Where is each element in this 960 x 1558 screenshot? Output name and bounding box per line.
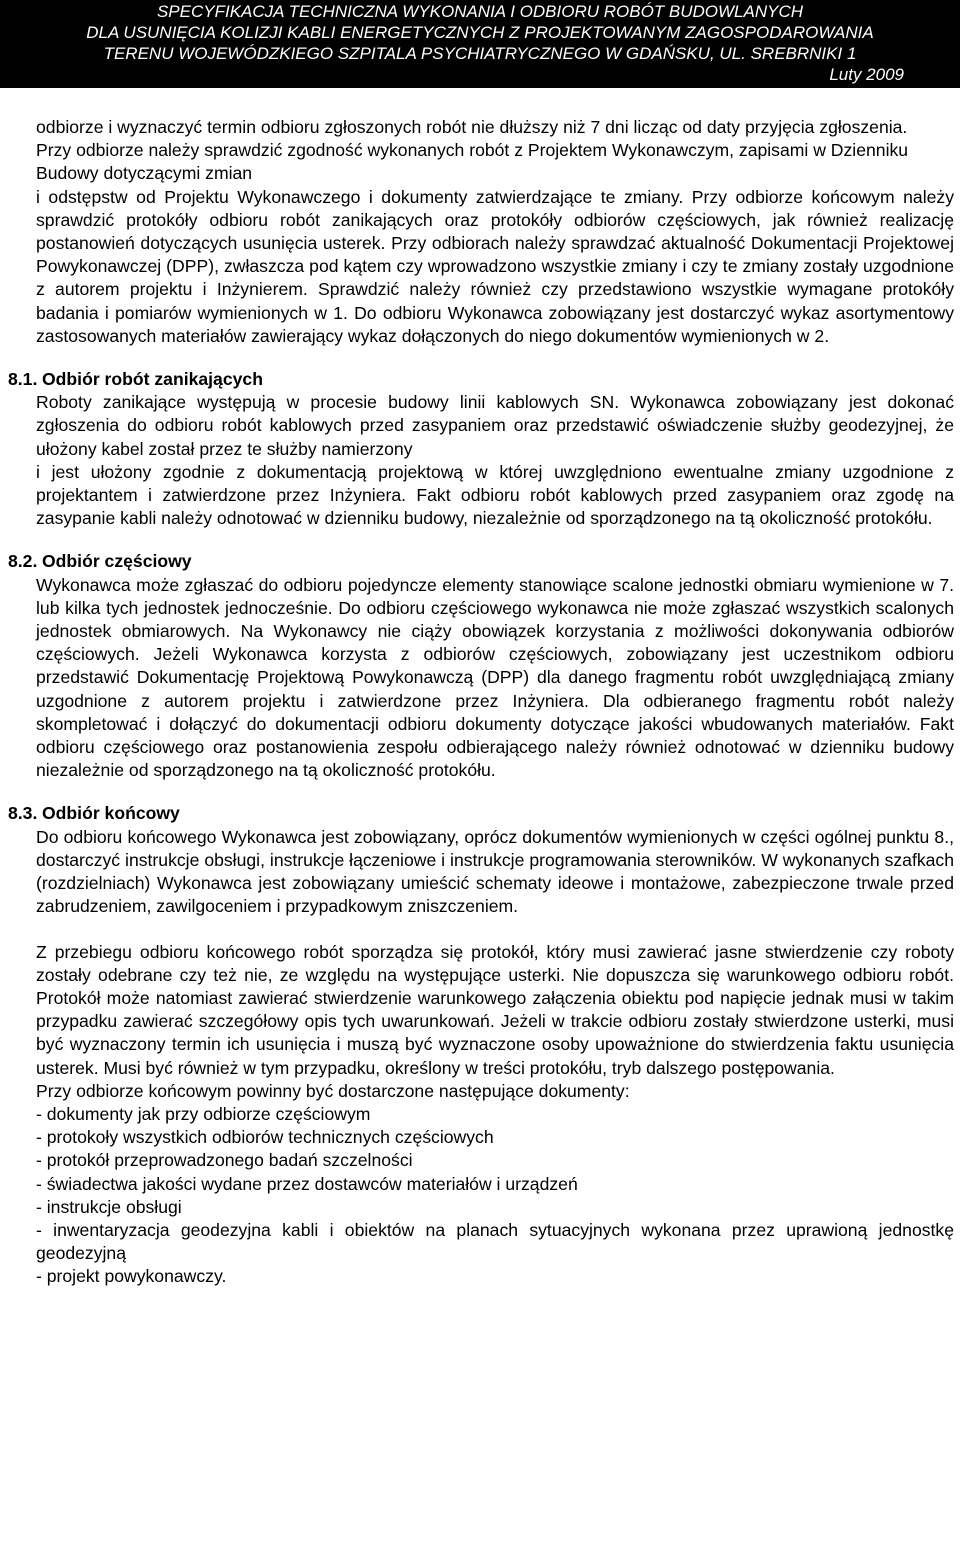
intro-paragraph-2a: Przy odbiorze należy sprawdzić zgodność wykonanych robót z Projektem Wykonawczym, zapisami w Dzienniku Budowy dotyczącymi zmian <box>36 140 909 184</box>
list-item: - protokoły wszystkich odbiorów technicznych częściowych <box>36 1127 494 1148</box>
list-item: - instrukcje obsługi <box>36 1196 182 1217</box>
list-item: - protokół przeprowadzonego badań szczelności <box>36 1150 413 1171</box>
header-title-line-1: SPECYFIKACJA TECHNICZNA WYKONANIA I ODBIORU ROBÓT BUDOWLANYCH <box>156 2 804 21</box>
intro-paragraph-1: odbiorze i wyznaczyć termin odbioru zgłoszonych robót nie dłuższy niż 7 dni licząc od daty przyjęcia zgłoszenia. <box>36 117 908 137</box>
header-title-line-3: TERENU WOJEWÓDZKIEGO SZPITALA PSYCHIATRYCZNEGO W GDAŃSKU, UL. SREBRNIKI 1 <box>103 44 857 63</box>
header-date: Luty 2009 <box>829 65 904 84</box>
required-documents-list <box>36 1103 954 1289</box>
section-number: 8.3. <box>8 803 38 824</box>
section-title: Odbiór robót zanikających <box>42 369 263 390</box>
list-item: - projekt powykonawczy. <box>36 1266 227 1287</box>
header-title-line-2: DLA USUNIĘCIA KOLIZJI KABLI ENERGETYCZNYCH Z PROJEKTOWANYM ZAGOSPODAROWANIA <box>86 23 874 42</box>
section-8-1-paragraph-a: Roboty zanikające występują w procesie budowy linii kablowych SN. Wykonawca zobowiązany jest dokonać zgłoszenia do odbioru robót kablowych przed zasypaniem oraz przedstawić oświadczenie służby geodezyjnej, że ułożony kabel został przez te służby namierzony <box>36 392 954 459</box>
section-8-1-heading <box>8 368 954 391</box>
section-8-3-paragraph-2: Z przebiegu odbioru końcowego robót sporządza się protokół, który musi zawierać jasne stwierdzenie czy roboty zostały odebrane czy też nie, ze względu na występujące usterki. Nie dopuszcza się warunkowego odbioru robót. Protokół może natomiast zawierać stwierdzenie warunkowego załączenia obiektu pod napięcie jednak musi w takim przypadku zawierać szczegółowy opis tych uwarunkowań. Jeżeli w trakcie odbioru zostały stwierdzone usterki, musi być wyznaczony termin ich usunięcia i muszą być wyznaczone osoby upoważnione do stwierdzenia faktu usunięcia usterek. Musi być również w tym przypadku, określony w treści protokółu, tryb dalszego postępowania. <box>36 941 954 1078</box>
section-8-3-heading <box>8 802 954 825</box>
section-8-1-paragraph-b: i jest ułożony zgodnie z dokumentacją projektową w której uwzględniono ewentualne zmiany uzgodnione z projektantem i zatwierdzone przez Inżyniera. Fakt odbioru robót kablowych przed zasypaniem oraz zgodę na zasypanie kabli należy odnotować w dzienniku budowy, niezależnie od sporządzonego na tą okoliczność protokółu. <box>36 461 954 529</box>
list-item: - świadectwa jakości wydane przez dostawców materiałów i urządzeń <box>36 1173 578 1194</box>
document-header <box>0 0 960 88</box>
intro-paragraph-2b: i odstępstw od Projektu Wykonawczego i dokumenty zatwierdzające te zmiany. Przy odbiorze końcowym należy sprawdzić protokóły odbioru robót zanikających oraz protokóły odbiorów częściowych, jak również realizację postanowień dotyczących usunięcia usterek. Przy odbiorach należy sprawdzać aktualność Dokumentacji Projektowej Powykonawczej (DPP), zwłaszcza pod kątem czy wprowadzono wszystkie zmiany i czy te zmiany zostały uzgodnione z autorem projektu i Inżynierem. Sprawdzić należy również czy przedstawiono wszystkie wymagane protokóły badania i pomiarów wymienionych w 1. Do odbioru Wykonawca zobowiązany jest dostarczyć wykaz asortymentowy zastosowanych materiałów zawierający wykaz dołączonych do niego dokumentów wymienionych w 2. <box>36 186 954 346</box>
section-number: 8.2. <box>8 551 38 572</box>
section-number: 8.1. <box>8 369 38 390</box>
list-item: - dokumenty jak przy odbiorze częściowym <box>36 1103 371 1124</box>
section-8-2-heading <box>8 550 954 573</box>
section-title: Odbiór końcowy <box>42 803 180 824</box>
section-title: Odbiór częściowy <box>42 551 192 572</box>
section-8-3-paragraph-1: Do odbioru końcowego Wykonawca jest zobowiązany, oprócz dokumentów wymienionych w części ogólnej punktu 8., dostarczyć instrukcje obsługi, instrukcje łączeniowe i instrukcje programowania sterowników. W wykonanych szafkach (rozdzielniach) Wykonawca jest zobowiązany umieścić schematy ideowe i montażowe, zabezpieczone trwale przed zabrudzeniem, zawilgoceniem i przypadkowym zniszczeniem. <box>36 826 954 917</box>
document-body <box>8 116 954 1289</box>
section-8-3-paragraph-3: Przy odbiorze końcowym powinny być dostarczone następujące dokumenty: <box>36 1080 630 1101</box>
list-item: - inwentaryzacja geodezyjna kabli i obiektów na planach sytuacyjnych wykonana przez uprawioną jednostkę geodezyjną <box>36 1219 954 1264</box>
section-8-2-paragraph: Wykonawca może zgłaszać do odbioru pojedyncze elementy stanowiące scalone jednostki obmiaru wymienione w 7. lub kilka tych jednostek jednocześnie. Do odbioru częściowego wykonawca nie może zgłaszać wszystkich scalonych jednostek obmiarowych. Na Wykonawcy nie ciąży obowiązek korzystania z możliwości dokonywania odbiorów częściowych. Jeżeli Wykonawca korzysta z odbiorów częściowych, zobowiązany jest uczestnikom odbioru przedstawić Dokumentację Projektową Powykonawczą (DPP) dla danego fragmentu robót uwzględniającą zmiany uzgodnione z autorem projektu i zatwierdzone przez Inżyniera. Dla odbieranego fragmentu robót należy skompletować i dołączyć do dokumentacji odbioru dokumenty dotyczące jakości wbudowanych materiałów. Fakt odbioru częściowego oraz postanowienia zespołu odbierającego należy również odnotować w dzienniku budowy niezależnie od sporządzonego na tą okoliczność protokółu. <box>36 574 954 781</box>
